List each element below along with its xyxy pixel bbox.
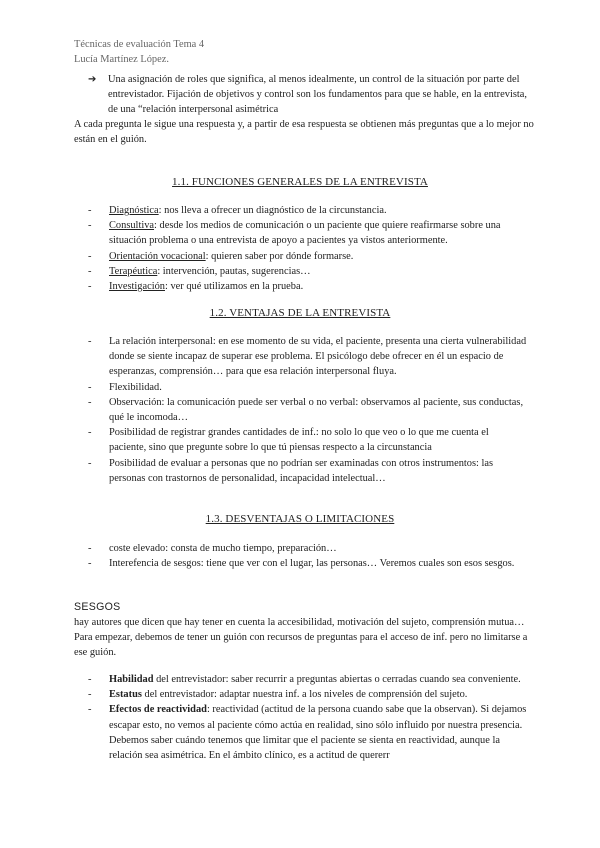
list-item [88, 218, 528, 248]
sesgos-title: SESGOS [74, 601, 121, 613]
list-item-term: Diagnóstica [109, 205, 159, 216]
funciones-list [88, 203, 528, 294]
list-item [88, 279, 528, 294]
list-item-text: : nos lleva a ofrecer un diagnóstico de la circunstancia. [158, 205, 387, 216]
list-item-term: Consultiva [109, 220, 155, 232]
list-item-term: Investigación [109, 281, 165, 293]
section-heading-desventajas: 1.3. DESVENTAJAS O LIMITACIONES [205, 513, 395, 525]
list-item-text: del entrevistador: adaptar nuestra inf. a los niveles de comprensión del sujeto. [141, 689, 468, 701]
list-item-term: Estatus [109, 689, 142, 701]
list-item: - coste elevado: consta de mucho tiempo, preparación… [88, 541, 528, 556]
list-item-term: Efectos de reactividad [109, 704, 207, 716]
arrow-list-item [88, 72, 528, 118]
header-title: Técnicas de evaluación Tema 4 [74, 39, 205, 50]
list-item-term: Terapéutica [109, 265, 158, 277]
list-item-term: Habilidad [109, 674, 154, 685]
sesgos-paragraph: hay autores que dicen que hay tener en cuenta la accesibilidad, motivación del sujeto, comprensión mutua… Para empezar, debemos de tener un guión con recursos de preguntas para el acceso de inf. pero no limitarse a ese guión. [74, 617, 528, 659]
list-item: - Posibilidad de evaluar a personas que no podrían ser examinadas con otros instrumentos: las personas con trastornos de personalidad, incapacidad intelectual… [88, 456, 528, 486]
list-item-text: : ver qué utilizamos en la prueba. [164, 281, 304, 293]
list-item [88, 702, 528, 763]
arrow-item-text: Una asignación de roles que significa, al menos idealmente, un control de la situación por parte del entrevistador. Fijación de objetivos y control son los fundamentos para que se hable, en la entrevista, de una “relación interpersonal asimétrica [108, 74, 527, 116]
desventajas-list [88, 541, 528, 571]
list-item-text: : reactividad (actitud de la persona cuando sabe que la observan). Si dejamos escapar esto, no vemos al paciente cómo actúa en realidad, sino sólo influido por nuestra presencia. Debemos saber cuándo tenemos que limitar que el paciente se sienta en reactividad, aunque la relación sea asimétrica. En el ámbito clínico, es a actitud de quererr [109, 704, 527, 762]
list-item-text: del entrevistador: saber recurrir a preguntas abiertas o cerradas cuando sea conveniente. [153, 674, 521, 685]
arrow-bullet-icon: ➔ [88, 74, 97, 85]
list-item: - Posibilidad de registrar grandes cantidades de inf.: no solo lo que veo o lo que me cuenta el paciente, sino que pregunte sobre lo que tú piensas respecto a la circunstancia [88, 425, 528, 455]
header-author: Lucía Martínez López. [74, 54, 169, 65]
list-item: - La relación interpersonal: en ese momento de su vida, el paciente, presenta una cierta vulnerabilidad donde se siente incapaz de superar ese problema. El psicólogo debe ofrecer en él un espacio de esperanzas, comprensión… para que esa relación interpersonal fluya. [88, 334, 528, 380]
ventajas-list [88, 334, 528, 486]
sesgos-list [88, 672, 528, 763]
list-item-term: Orientación vocacional [109, 250, 206, 262]
list-item-text: : intervención, pautas, sugerencias… [157, 265, 311, 277]
list-item [88, 672, 528, 687]
list-item: - Flexibilidad. [88, 380, 528, 395]
list-item: - Observación: la comunicación puede ser verbal o no verbal: observamos al paciente, sus conductas, qué le incomoda… [88, 395, 528, 425]
intro-paragraph: A cada pregunta le sigue una respuesta y, a partir de esa respuesta se obtienen más preguntas que a lo mejor no están en el guión. [74, 119, 534, 146]
list-item [88, 203, 528, 218]
list-item [88, 264, 528, 279]
list-item [88, 687, 528, 702]
list-item: - Interefencia de sesgos: tiene que ver con el lugar, las personas… Veremos cuales son esos sesgos. [88, 556, 528, 571]
section-heading-funciones: 1.1. FUNCIONES GENERALES DE LA ENTREVISTA [172, 176, 428, 188]
list-item-text: : quieren saber por dónde formarse. [205, 250, 354, 262]
list-item [88, 249, 528, 264]
list-item-text: : desde los medios de comunicación o un paciente que quiere reafirmarse sobre una situación problema o una entrevista de apoyo a pacientes ya vistos anteriormente. [109, 220, 501, 247]
section-heading-ventajas: 1.2. VENTAJAS DE LA ENTREVISTA [209, 307, 391, 319]
